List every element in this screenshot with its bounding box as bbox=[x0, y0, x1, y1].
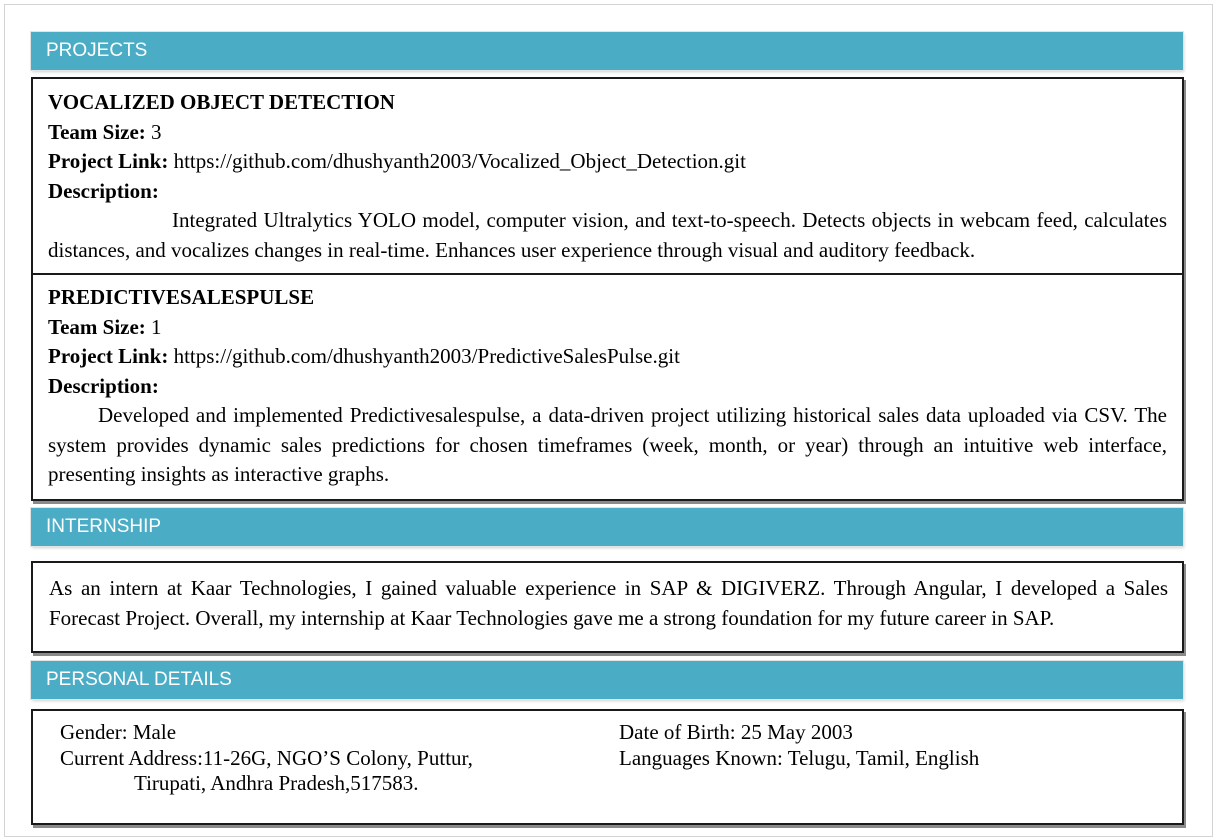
team-size-label: Team Size: bbox=[48, 119, 146, 144]
project-1-description: Integrated Ultralytics YOLO model, computer vision, and text-to-speech. Detects objects in webcam feed, calculates distances, and vocalizes changes in real-time. Enhances user experience through visual and auditory feedback. bbox=[48, 208, 1167, 262]
project-1 bbox=[48, 88, 1167, 265]
personal-details-section-header: PERSONAL DETAILS bbox=[31, 661, 1183, 699]
personal-details-box bbox=[31, 709, 1184, 825]
project-2-team-size bbox=[48, 313, 1167, 343]
current-address-line2: Tirupati, Andhra Pradesh,517583. bbox=[134, 771, 419, 795]
personal-left-column bbox=[60, 720, 473, 797]
personal-right-column bbox=[619, 720, 979, 771]
team-size-value: 3 bbox=[151, 119, 162, 144]
description-label: Description: bbox=[48, 373, 159, 398]
project-1-title: VOCALIZED OBJECT DETECTION bbox=[48, 90, 395, 114]
gender: Gender: Male bbox=[60, 720, 177, 744]
description-label: Description: bbox=[48, 178, 159, 203]
projects-box bbox=[31, 77, 1184, 501]
project-2 bbox=[48, 283, 1167, 490]
current-address: Current Address:11-26G, NGO’S Colony, Puttur, bbox=[60, 745, 473, 770]
project-link-label: Project Link: bbox=[48, 344, 169, 368]
project-link-label: Project Link: bbox=[48, 149, 169, 173]
project-2-title: PREDICTIVESALESPULSE bbox=[48, 285, 315, 309]
project-link-value: https://github.com/dhushyanth2003/PredictiveSalesPulse.git bbox=[173, 344, 680, 368]
internship-text: As an intern at Kaar Technologies, I gained valuable experience in SAP & DIGIVERZ. Through Angular, I developed a Sales Forecast Project. Overall, my internship at Kaar Technologies gave me a strong foundation for my future career in SAP. bbox=[49, 576, 1168, 630]
project-2-link bbox=[48, 342, 1167, 372]
project-1-team-size bbox=[48, 118, 1167, 148]
project-link-value: https://github.com/dhushyanth2003/Vocalized_Object_Detection.git bbox=[173, 149, 746, 173]
date-of-birth: Date of Birth: 25 May 2003 bbox=[619, 720, 853, 744]
projects-section-header: PROJECTS bbox=[31, 32, 1183, 70]
languages-known: Languages Known: Telugu, Tamil, English bbox=[619, 745, 980, 770]
internship-box bbox=[31, 561, 1184, 653]
internship-section-header: INTERNSHIP bbox=[31, 508, 1183, 546]
project-divider bbox=[33, 273, 1182, 275]
team-size-value: 1 bbox=[151, 314, 162, 339]
project-2-description: Developed and implemented Predictivesalespulse, a data-driven project utilizing historical sales data uploaded via CSV. The system provides dynamic sales predictions for chosen timeframes (week, month, or year) through an intuitive web interface, presenting insights as interactive graphs. bbox=[48, 403, 1167, 486]
team-size-label: Team Size: bbox=[48, 314, 146, 339]
project-1-link bbox=[48, 147, 1167, 177]
